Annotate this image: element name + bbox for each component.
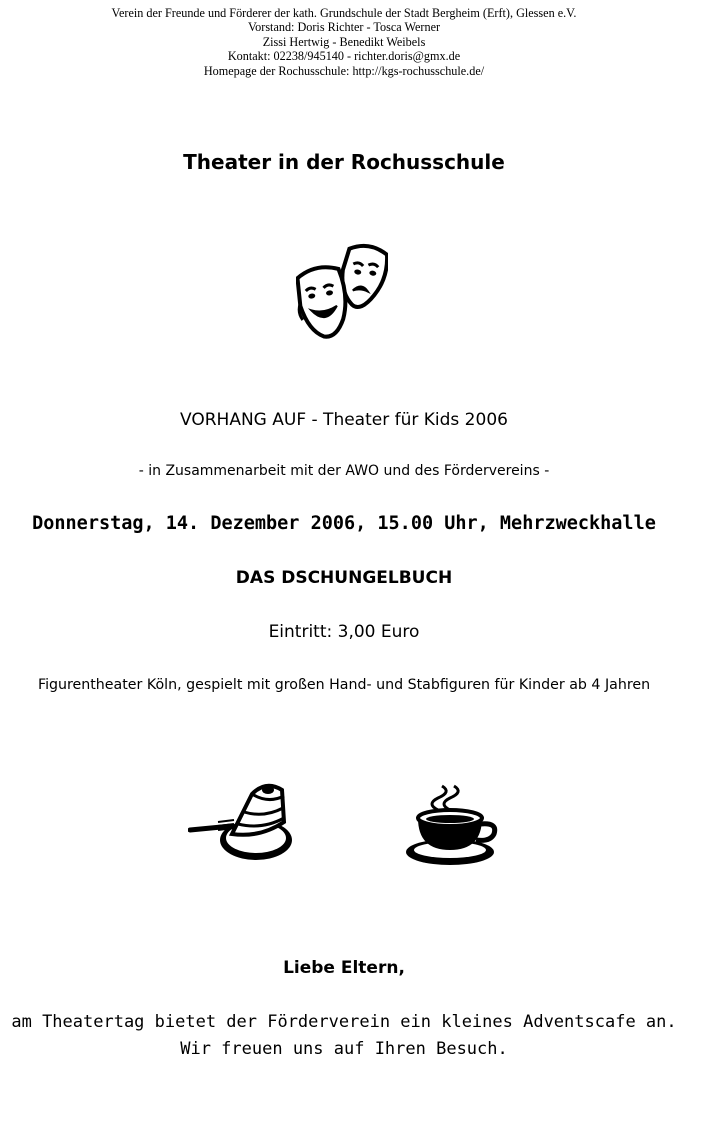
page-title: Theater in der Rochusschule [183,150,505,174]
homepage-line: Homepage der Rochusschule: http://kgs-rochusschule.de/ [203,63,485,78]
event-date: Donnerstag, 14. Dezember 2006, 15.00 Uhr, Mehrzweckhalle [32,513,656,534]
board-line-2: Zissi Hertwig - Benedikt Weibels [262,34,426,49]
show-title: DAS DSCHUNGELBUCH [235,568,453,588]
greeting: Liebe Eltern, [283,958,405,978]
association-name: Verein der Freunde und Förderer der kath. Grundschule der Stadt Bergheim (Erft), Glessen e.V. [111,6,577,20]
cafe-message-line-1: am Theatertag bietet der Förderverein ein kleines Adventscafe an. [11,1012,677,1032]
cooperation-note: - in Zusammenarbeit mit der AWO und des Fördervereins - [138,463,550,479]
cake-slice-icon [188,782,296,866]
coffee-cup-icon [404,784,500,868]
event-heading: VORHANG AUF - Theater für Kids 2006 [180,410,508,430]
association-header [0,6,688,78]
theater-masks-icon [296,242,388,342]
cafe-message-line-2: Wir freuen uns auf Ihren Besuch. [180,1039,508,1059]
event-description: Figurentheater Köln, gespielt mit großen Hand- und Stabfiguren für Kinder ab 4 Jahren [37,677,651,693]
board-line: Vorstand: Doris Richter - Tosca Werner [247,20,441,35]
contact-line: Kontakt: 02238/945140 - richter.doris@gmx.de [227,49,461,64]
entry-price: Eintritt: 3,00 Euro [268,622,420,642]
